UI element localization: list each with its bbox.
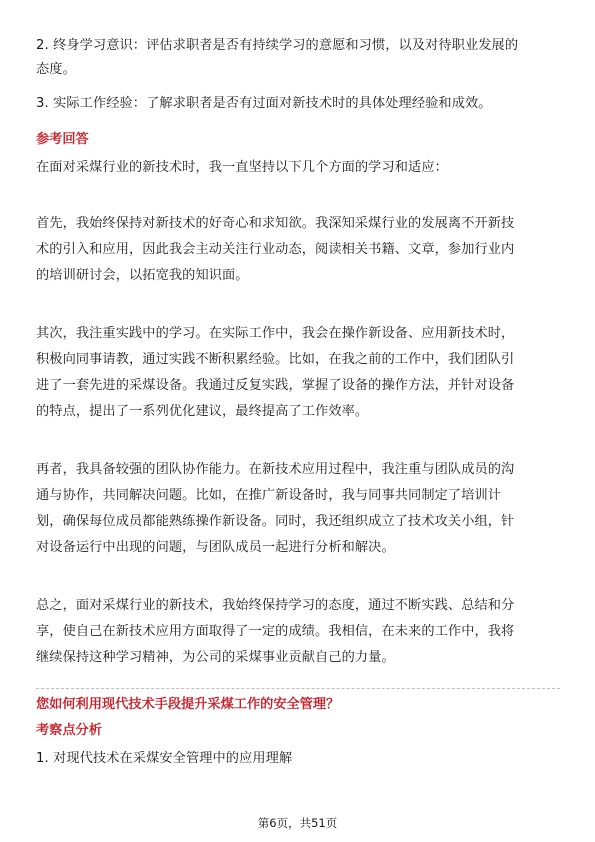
- paragraph-2-line-4: 的特点，提出了一系列优化建议，最终提高了工作效率。: [36, 404, 369, 419]
- paragraph-2-line-3: 进了一套先进的采煤设备。我通过反复实践，掌握了设备的操作方法，并针对设备: [36, 378, 515, 393]
- paragraph-4-line-2: 享，使自己在新技术应用方面取得了一定的成绩。我相信，在未来的工作中，我将: [36, 624, 515, 639]
- paragraph-3-line-2: 通与协作，共同解决问题。比如，在推广新设备时，我与同事共同制定了培训计: [36, 488, 502, 503]
- paragraph-3-line-4: 对设备运行中出现的问题，与团队成员一起进行分析和解决。: [36, 540, 395, 555]
- paragraph-3-line-3: 划，确保每位成员都能熟练操作新设备。同时，我还组织成立了技术攻关小组，针: [36, 514, 515, 529]
- paragraph-1-line-1: 首先，我始终保持对新技术的好奇心和求知欲。我深知采煤行业的发展离不开新技: [36, 216, 515, 231]
- list-item-2-line-2: 态度。: [36, 62, 76, 77]
- paragraph-1-line-2: 术的引入和应用，因此我会主动关注行业动态，阅读相关书籍、文章，参加行业内: [36, 242, 515, 257]
- question-heading: 您如何利用现代技术手段提升采煤工作的安全管理？: [36, 697, 340, 712]
- list-item-2-line-1: 2. 终身学习意识：评估求职者是否有持续学习的意愿和习惯，以及对待职业发展的: [36, 38, 519, 53]
- list-item-3-line-1: 3. 实际工作经验：了解求职者是否有过面对新技术时的具体处理经验和成效。: [36, 96, 492, 111]
- analysis-item-1: 1. 对现代技术在采煤安全管理中的应用理解: [36, 751, 293, 766]
- answer-intro: 在面对采煤行业的新技术时，我一直坚持以下几个方面的学习和适应：: [36, 160, 448, 175]
- analysis-heading: 考察点分析: [36, 723, 102, 738]
- paragraph-4-line-1: 总之，面对采煤行业的新技术，我始终保持学习的态度，通过不断实践、总结和分: [36, 598, 515, 613]
- answer-heading: 参考回答: [36, 132, 89, 147]
- paragraph-2-line-2: 积极向同事请教，通过实践不断积累经验。比如，在我之前的工作中，我们团队引: [36, 352, 515, 367]
- paragraph-4-line-3: 继续保持这种学习精神，为公司的采煤事业贡献自己的力量。: [36, 650, 395, 665]
- paragraph-3-line-1: 再者，我具备较强的团队协作能力。在新技术应用过程中，我注重与团队成员的沟: [36, 462, 515, 477]
- page-number-footer: 第6页，共51页: [257, 816, 338, 830]
- paragraph-2-line-1: 其次，我注重实践中的学习。在实际工作中，我会在操作新设备、应用新技术时，: [36, 326, 515, 341]
- paragraph-1-line-3: 的培训研讨会，以拓宽我的知识面。: [36, 268, 249, 283]
- section-divider: [36, 688, 560, 689]
